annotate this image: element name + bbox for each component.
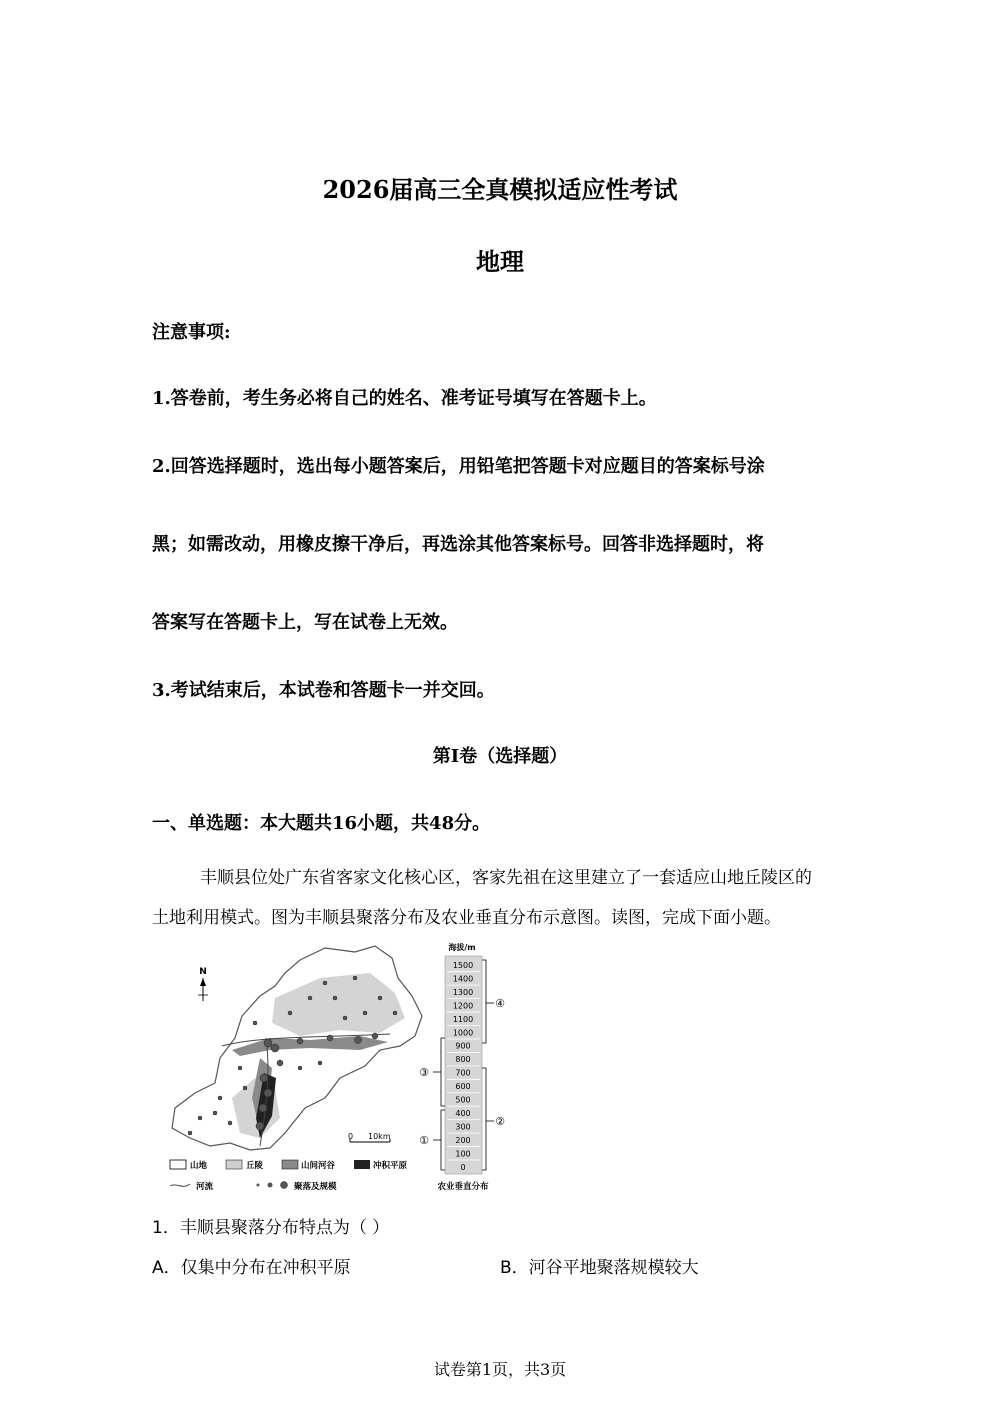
scale-label: 10km xyxy=(368,1132,391,1141)
zone-label-2: ② xyxy=(495,1115,505,1128)
legend-hill: 丘陵 xyxy=(246,1161,264,1171)
notice-line-3: 黑；如需改动，用橡皮擦干净后，再选涂其他答案标号。回答非选择题时，将 xyxy=(152,534,764,555)
altitude-tick-label: 1200 xyxy=(452,1001,474,1011)
legend-settlement: 聚落及规模 xyxy=(294,1182,337,1192)
altitude-tick-label: 1300 xyxy=(452,987,474,997)
altitude-tick-label: 500 xyxy=(455,1095,471,1105)
subject-title: 地理 xyxy=(476,247,524,276)
option-b[interactable]: B．河谷平地聚落规模较大 xyxy=(500,1258,699,1278)
legend-valley: 山间河谷 xyxy=(301,1161,336,1171)
altitude-tick-label: 700 xyxy=(455,1068,471,1078)
scale-zero: 0 xyxy=(348,1132,354,1141)
north-label: N xyxy=(199,967,207,977)
passage-line-1: 丰顺县位处广东省客家文化核心区，客家先祖在这里建立了一套适应山地丘陵区的 xyxy=(200,868,812,888)
map-legend xyxy=(170,1160,408,1192)
page-footer: 试卷第1页，共3页 xyxy=(433,1360,567,1379)
altitude-header: 海拔/m xyxy=(448,943,476,952)
altitude-tick-label: 300 xyxy=(455,1122,471,1132)
notice-heading: 注意事项: xyxy=(152,322,231,343)
zone-label-4: ④ xyxy=(495,997,505,1010)
notice-line-2: 2.回答选择题时，选出每小题答案后，用铅笔把答题卡对应题目的答案标号涂 xyxy=(152,456,765,477)
altitude-caption: 农业垂直分布 xyxy=(437,1182,489,1192)
zone-label-3: ③ xyxy=(419,1066,429,1079)
altitude-tick-label: 1400 xyxy=(452,974,474,984)
altitude-tick-label: 100 xyxy=(455,1149,471,1159)
exam-title: 2026届高三全真模拟适应性考试 xyxy=(322,175,678,204)
legend-mountain: 山地 xyxy=(190,1161,208,1171)
altitude-tick-label: 400 xyxy=(455,1108,471,1118)
notice-line-5: 3.考试结束后，本试卷和答题卡一并交回。 xyxy=(152,680,495,701)
altitude-tick-label: 800 xyxy=(455,1055,471,1065)
option-a[interactable]: A．仅集中分布在冲积平原 xyxy=(152,1258,351,1278)
notice-line-4: 答案写在答题卡上，写在试卷上无效。 xyxy=(152,612,458,633)
altitude-tick-label: 200 xyxy=(455,1135,471,1145)
scale-bar xyxy=(348,1132,391,1142)
section-title: 第I卷（选择题） xyxy=(432,746,568,767)
altitude-tick-label: 900 xyxy=(455,1041,471,1051)
altitude-tick-label: 1500 xyxy=(452,961,474,970)
notice-line-1: 1.答卷前，考生务必将自己的姓名、准考证号填写在答题卡上。 xyxy=(152,388,657,409)
settlement-figure xyxy=(160,938,520,1198)
altitude-chart xyxy=(419,942,505,1192)
legend-plain: 冲积平原 xyxy=(373,1161,408,1171)
legend-river: 河流 xyxy=(196,1182,214,1192)
north-arrow-icon xyxy=(198,967,208,1001)
altitude-tick-label: 600 xyxy=(455,1082,471,1092)
zone-label-1: ① xyxy=(419,1134,429,1147)
part-title: 一、单选题：本大题共16小题，共48分。 xyxy=(152,813,491,834)
altitude-tick-label: 0 xyxy=(460,1162,466,1172)
question-stem: 1．丰顺县聚落分布特点为（ ） xyxy=(152,1218,390,1238)
passage-line-2: 土地利用模式。图为丰顺县聚落分布及农业垂直分布示意图。读图，完成下面小题。 xyxy=(152,908,781,928)
altitude-tick-label: 1000 xyxy=(452,1028,474,1038)
altitude-tick-label: 1100 xyxy=(452,1014,474,1024)
